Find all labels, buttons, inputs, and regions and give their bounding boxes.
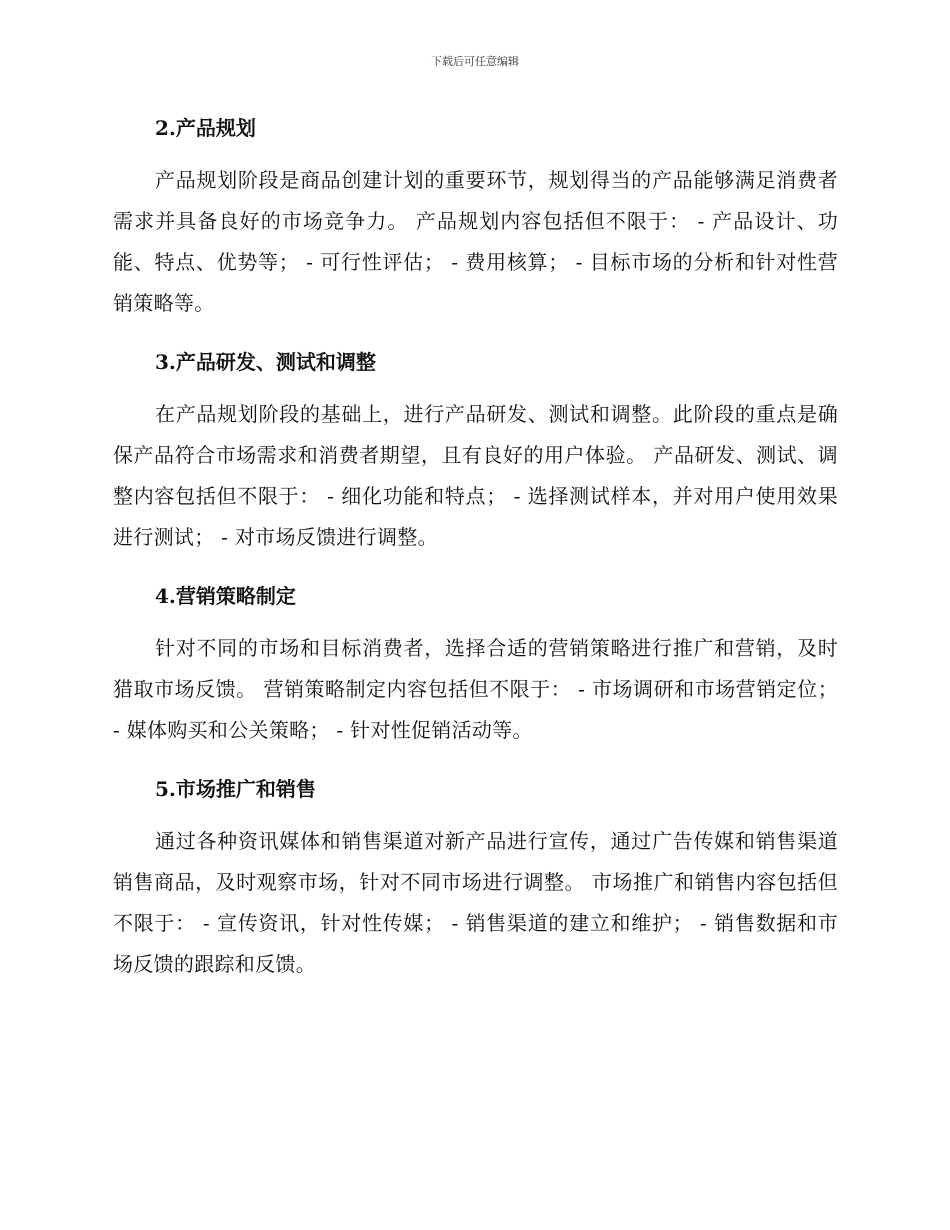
section-marketing-strategy (113, 578, 838, 751)
section-paragraph: 针对不同的市场和目标消费者，选择合适的营销策略进行推广和营销，及时猎取市场反馈。 营销策略制定内容包括但不限于： - 市场调研和市场营销定位； - 媒体购买和公关策略； - 针对性促销活动等。 (113, 636, 838, 742)
section-heading: 5.市场推广和销售 (155, 777, 316, 801)
section-product-planning (113, 110, 838, 324)
section-heading: 2.产品规划 (155, 116, 256, 140)
section-product-development (113, 344, 838, 558)
section-paragraph: 通过各种资讯媒体和销售渠道对新产品进行宣传，通过广告传媒和销售渠道销售商品，及时观察市场，针对不同市场进行调整。 市场推广和销售内容包括但不限于： - 宣传资讯，针对性传媒； - 销售渠道的建立和维护； - 销售数据和市场反馈的跟踪和反馈。 (113, 829, 838, 976)
section-paragraph: 在产品规划阶段的基础上，进行产品研发、测试和调整。此阶段的重点是确保产品符合市场需求和消费者期望，且有良好的用户体验。 产品研发、测试、调整内容包括但不限于： - 细化功能和特点； - 选择测试样本，并对用户使用效果进行测试； - 对市场反馈进行调整。 (113, 402, 838, 549)
section-market-promotion (113, 771, 838, 985)
page-header: 下载后可任意编辑 (431, 55, 519, 68)
document-body (113, 110, 838, 985)
section-paragraph: 产品规划阶段是商品创建计划的重要环节，规划得当的产品能够满足消费者需求并具备良好的市场竞争力。 产品规划内容包括但不限于： - 产品设计、功能、特点、优势等； - 可行性评估； - 费用核算； - 目标市场的分析和针对性营销策略等。 (113, 168, 838, 315)
section-heading: 4.营销策略制定 (155, 584, 296, 608)
section-heading: 3.产品研发、测试和调整 (155, 350, 376, 374)
